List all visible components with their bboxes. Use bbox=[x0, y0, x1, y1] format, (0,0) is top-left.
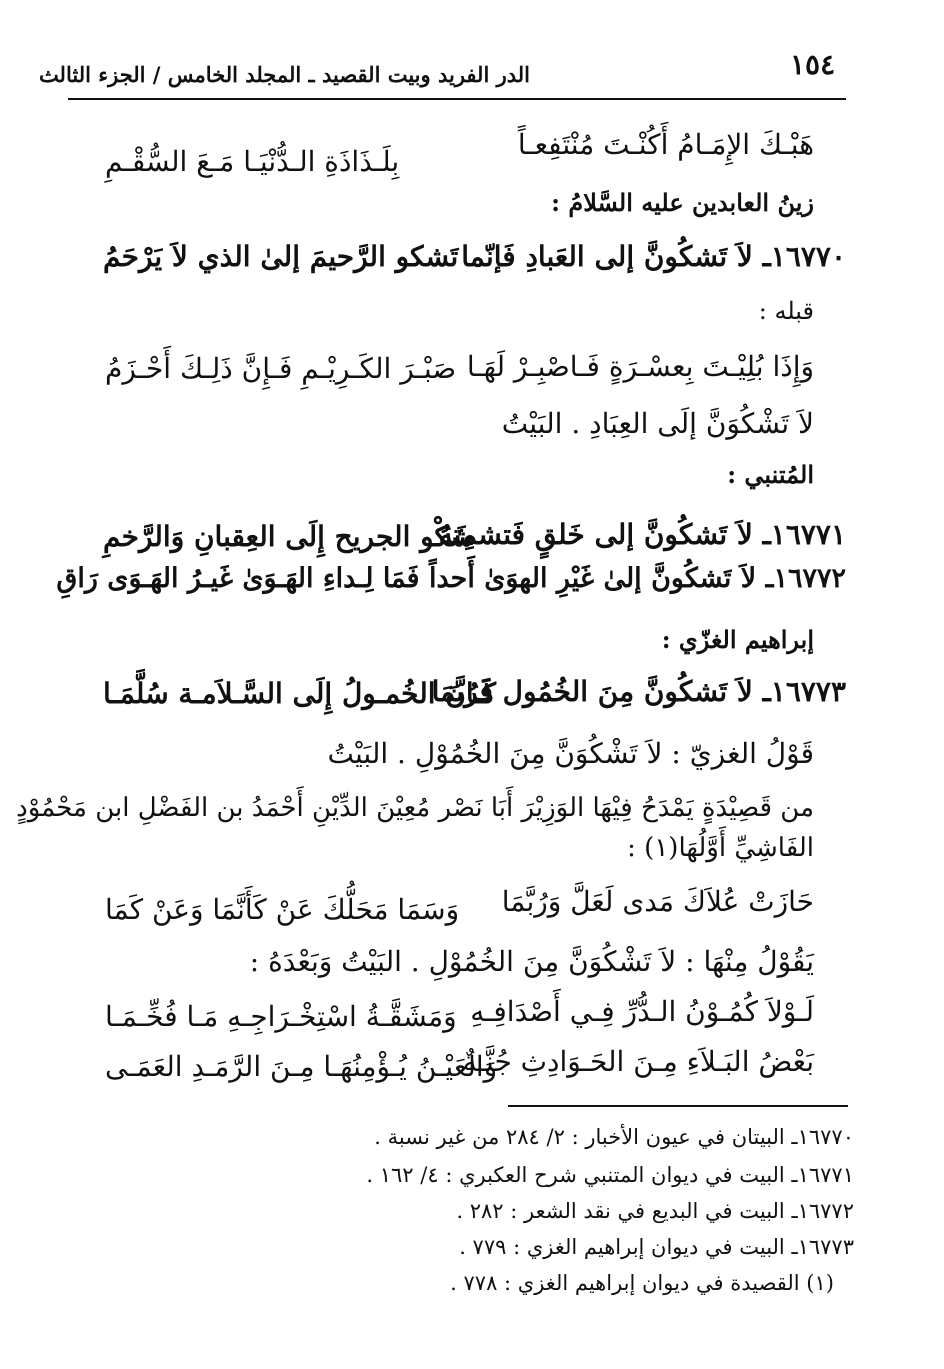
quoted-verse-line: لاَ تَشْكُوَنَّ إلَى العِبَادِ . البَيْتُ bbox=[501, 407, 814, 440]
poet-name: زينُ العابدين عليه السَّلامُ : bbox=[551, 188, 814, 217]
footnote: ١٦٧٧١ـ البيت في ديوان المتنبي شرح العكبري : ٤/ ١٦٢ . bbox=[366, 1163, 854, 1187]
verse-16772: ١٦٧٧٢ـ لاَ تَشكُونَّ إلىٰ غَيْرِ الهوَىٰ أَحداً فَمَا لِـداءِ الهَـوَىٰ غَيـرُ الهَـوَى رَاقِ bbox=[56, 563, 846, 594]
page-number: ١٥٤ bbox=[790, 48, 836, 81]
verse-hemistich-right: بَعْضُ البَـلاَءِ مِـنَ الحَـوَادِثِ جُنَّـةٌ bbox=[462, 1045, 814, 1078]
commentary-line: يَقُوْلُ مِنْهَا : لاَ تَشْكُوَنَّ مِنَ الخُمُوْلِ . البَيْتُ وَبَعْدَهُ : bbox=[249, 945, 814, 978]
verse-hemistich-left: صَبْـرَ الكَـرِيْـمِ فَـإِنَّ ذَلِـكَ أَحْـزَمُ bbox=[105, 352, 457, 385]
running-header-title: الدر الفريد وبيت القصيد ـ المجلد الخامس / الجزء الثالث bbox=[38, 62, 530, 87]
commentary-line: من قَصِيْدَةٍ يَمْدَحُ فِيْهَا الوَزِيْرَ أَبَا نَصْر مُعِيْنَ الدِّيْنِ أَحْمَدُ بن الفَضْلِ ابن مَحْمُوْدٍ bbox=[16, 793, 814, 823]
verse-hemistich-left: بِلَـذَاذَةِ الـدُّنْيَـا مَـعَ السُّقْـمِ bbox=[105, 145, 400, 178]
poet-name: المُتنبي : bbox=[727, 460, 814, 489]
verse-16771-left: شَكْو الجريح إِلَى العِقبانِ وَالرَّخمِ bbox=[103, 520, 474, 553]
verse-hemistich-left: وَالعَيْـنُ يُـؤْمِنُهَـا مِـنَ الرَّمَـدِ العَمَـى bbox=[105, 1050, 498, 1083]
verse-hemistich-right: حَازَتْ عُلاَكَ مَدى لَعَلَّ وَرُبَّمَا bbox=[501, 885, 814, 918]
header-rule bbox=[68, 98, 846, 100]
footnote: (١) القصيدة في ديوان إبراهيم الغزي : ٧٧٨ . bbox=[450, 1271, 834, 1295]
verse-hemistich-right: لَـوْلاَ كُمُـوْنُ الـدُّرِّ فِـي أَصْدَافِـهِ bbox=[470, 995, 814, 1028]
poet-name: إبراهيم الغزّي : bbox=[661, 625, 814, 654]
verse-hemistich-left: وَمَشَقَّـةُ اسْتِخْـرَاجِـهِ مَـا فُخِّـمَـا bbox=[105, 1000, 457, 1033]
verse-hemistich-right: هَبْـكَ الإِمَـامُ أَكُنْـتَ مُنْتَفِعـاً bbox=[517, 128, 814, 161]
footnote-separator bbox=[508, 1105, 848, 1107]
verse-16770-right: ١٦٧٧٠ـ لاَ تَشكُونَّ إلى العَبادِ فَإنّما bbox=[461, 240, 846, 273]
footnote: ١٦٧٧٣ـ البيت في ديوان إبراهيم الغزي : ٧٧٩ . bbox=[459, 1235, 854, 1259]
footnote: ١٦٧٧٠ـ البيتان في عيون الأخبار : ٢/ ٢٨٤ من غير نسبة . bbox=[374, 1125, 854, 1149]
commentary-line: الفَاشِيِّ أَوَّلُهَا(١) : bbox=[627, 833, 814, 863]
verse-16771-right: ١٦٧٧١ـ لاَ تَشكُونَّ إلى خَلقٍ فَتشمِتهُ bbox=[438, 518, 846, 551]
verse-hemistich-right: وَإِذَا بُلِيْـتَ بِعسْـرَةٍ فَـاصْبِـرْ لَهَـا bbox=[466, 350, 814, 383]
verse-16773-left: كَـانَ الخُمـولُ إِلَى السَّـلاَمـة سُلَّمَـا bbox=[103, 677, 496, 710]
verse-hemistich-left: وَسَمَا مَحَلُّكَ عَنْ كَأَنَّمَا وَعَنْ كَمَا bbox=[105, 893, 460, 926]
section-label: قبله : bbox=[758, 297, 814, 325]
verse-16773-right: ١٦٧٧٣ـ لاَ تَشكُونَّ مِنَ الخُمُول فَرُبَّمَا bbox=[431, 675, 846, 708]
footnote: ١٦٧٧٢ـ البيت في البديع في نقد الشعر : ٢٨٢ . bbox=[456, 1199, 854, 1223]
verse-16770-left: تَشكو الرَّحيمَ إلىٰ الذي لاَ يَرْحَمُ bbox=[103, 240, 459, 273]
commentary-line: قَوْلُ الغزيّ : لاَ تَشْكُوَنَّ مِنَ الخُمُوْلِ . البَيْتُ bbox=[327, 737, 814, 770]
